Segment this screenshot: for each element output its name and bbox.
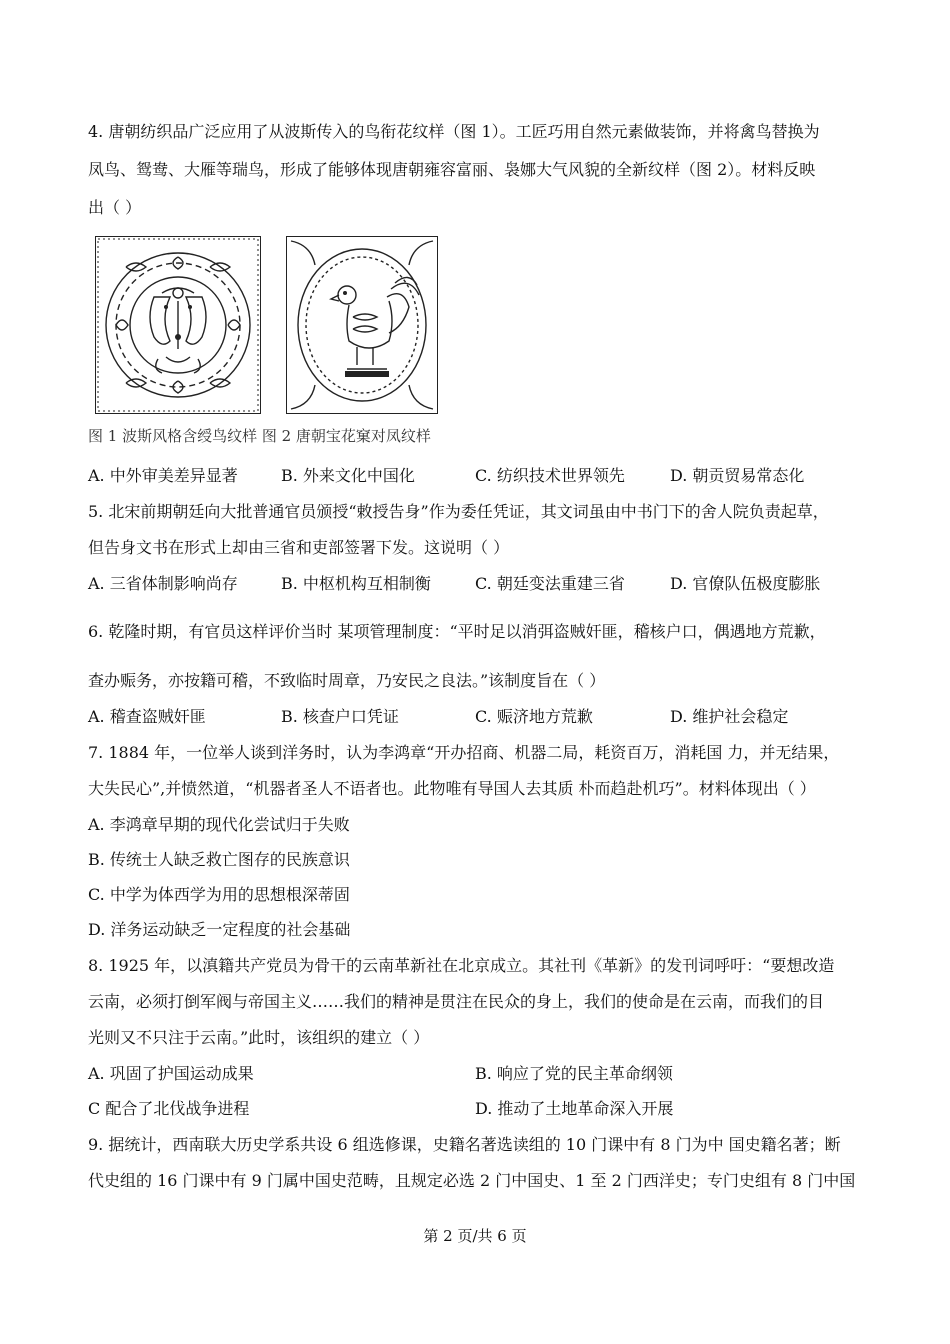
q8-option-a: A. 巩固了护国运动成果 [88,1064,254,1083]
q5-option-c: C. 朝廷变法重建三省 [475,574,625,593]
q8-option-c: C 配合了北伐战争进程 [88,1099,250,1118]
figure-1-image [95,236,261,414]
figure-2-image [286,236,438,414]
q6-line-2: 查办赈务，亦按籍可稽，不致临时周章，乃安民之良法。”该制度旨在（ ） [88,671,606,690]
q5-line-1: 5. 北宋前期朝廷向大批普通官员颁授“敕授告身”作为委任凭证，其文词虽由中书门下的舍人院负责起草， [88,502,829,521]
q6-option-a: A. 稽查盗贼奸匪 [88,707,206,726]
figure-caption: 图 1 波斯风格含绶鸟纹样 图 2 唐朝宝花窠对凤纹样 [88,427,431,445]
q6-option-d: D. 维护社会稳定 [670,707,789,726]
q5-option-b: B. 中枢机构互相制衡 [281,574,431,593]
q4-option-a: A. 中外审美差异显著 [88,466,238,485]
q6-line-1: 6. 乾隆时期，有官员这样评价当时 某项管理制度：“平时足以消弭盗贼奸匪，稽核户口，偶遇地方荒歉， [88,622,826,641]
page-number-footer: 第 2 页/共 6 页 [423,1227,527,1245]
q5-option-a: A. 三省体制影响尚存 [88,574,238,593]
q9-line-2: 代史组的 16 门课中有 9 门属中国史范畴，且规定必选 2 门中国史、1 至 2 门西洋史；专门史组有 8 门中国 [88,1171,856,1190]
q7-line-1: 7. 1884 年，一位举人谈到洋务时，认为李鸿章“开办招商、机器二局，耗资百万，消耗国 力，并无结果， [88,743,840,762]
q4-option-d: D. 朝贡贸易常态化 [670,466,805,485]
q7-option-d: D. 洋务运动缺乏一定程度的社会基础 [88,920,351,939]
q6-option-c: C. 赈济地方荒歉 [475,707,593,726]
q6-option-b: B. 核查户口凭证 [281,707,399,726]
q5-line-2: 但告身文书在形式上却由三省和吏部签署下发。这说明（ ） [88,538,510,557]
q8-option-b: B. 响应了党的民主革命纲领 [475,1064,673,1083]
q8-line-2: 云南，必须打倒军阀与帝国主义……我们的精神是贯注在民众的身上，我们的使命是在云南，而我们的目 [88,992,825,1011]
q7-option-c: C. 中学为体西学为用的思想根深蒂固 [88,885,350,904]
q4-line-3: 出（ ） [88,198,142,217]
q4-line-2: 凤鸟、鸳鸯、大雁等瑞鸟，形成了能够体现唐朝雍容富丽、袅娜大气风貌的全新纹样（图 2）。材料反映 [88,160,816,179]
q4-line-1: 4. 唐朝纺织品广泛应用了从波斯传入的鸟衔花纹样（图 1）。工匠巧用自然元素做装饰，并将禽鸟替换为 [88,122,820,141]
q4-option-b: B. 外来文化中国化 [281,466,415,485]
q7-line-2: 大失民心”,并愤然道，“机器者圣人不语者也。此物唯有导国人去其质 朴而趋赴机巧”。材料体现出（ ） [88,779,816,798]
persian-bird-pattern-icon [96,237,260,413]
q5-option-d: D. 官僚队伍极度膨胀 [670,574,821,593]
q4-option-c: C. 纺织技术世界领先 [475,466,625,485]
q7-option-b: B. 传统士人缺乏救亡图存的民族意识 [88,850,350,869]
q8-line-1: 8. 1925 年，以滇籍共产党员为骨干的云南革新社在北京成立。其社刊《革新》的发刊词呼吁：“要想改造 [88,956,835,975]
q7-option-a: A. 李鸿章早期的现代化尝试归于失败 [88,815,350,834]
q9-line-1: 9. 据统计，西南联大历史学系共设 6 组选修课，史籍名著选读组的 10 门课中有 8 门为中 国史籍名著；断 [88,1135,841,1154]
q8-option-d: D. 推动了土地革命深入开展 [475,1099,674,1118]
tang-phoenix-pattern-icon [287,237,437,413]
q8-line-3: 光则又不只注于云南。”此时，该组织的建立（ ） [88,1028,430,1047]
